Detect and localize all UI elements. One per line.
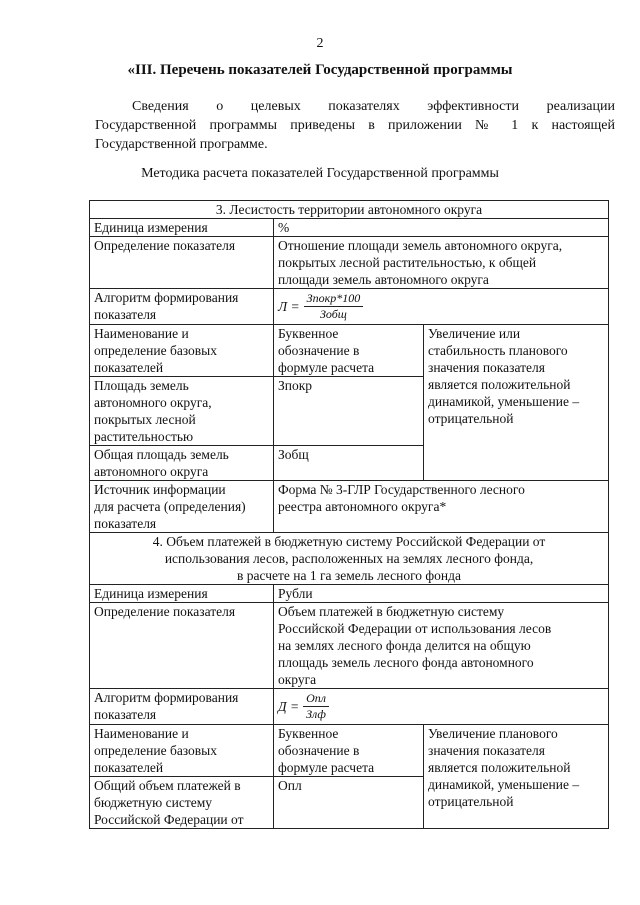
- text-line: Буквенное: [278, 726, 339, 741]
- text-line: бюджетную систему: [94, 795, 213, 810]
- text-line: Алгоритм формирования: [94, 690, 239, 705]
- section-heading: «III. Перечень показателей Государственной программы: [127, 62, 513, 78]
- base-indicator-name: [90, 777, 274, 829]
- text-line: в расчете на 1 га земель лесного фонда: [237, 568, 461, 583]
- text-line: Наименование и: [94, 726, 189, 741]
- intro-paragraph: [95, 97, 615, 154]
- base-indicator-symbol: Зобщ: [274, 446, 424, 481]
- text-line: динамикой, уменьшение –: [428, 777, 580, 792]
- text-line: является положительной: [428, 377, 571, 392]
- text-line: Площадь земель: [94, 378, 189, 393]
- text-line: формуле расчета: [278, 760, 375, 775]
- text-line: округа: [278, 672, 317, 687]
- text-line: использования лесов, расположенных на землях лесного фонда,: [164, 551, 534, 566]
- definition-text: [274, 237, 609, 289]
- text-line: обозначение в: [278, 343, 360, 358]
- letter-designation-label: [274, 325, 424, 377]
- formula-denominator: Злф: [306, 707, 326, 721]
- formula-cell: [274, 289, 609, 325]
- formula: [278, 689, 604, 724]
- base-indicator-symbol: Зпокр: [274, 377, 424, 446]
- text-line: покрытых лесной растительностью, к общей: [278, 255, 537, 270]
- text-line: Российской Федерации от использования лесов: [278, 621, 552, 636]
- base-indicators-label: [90, 325, 274, 377]
- text-line: показателей: [94, 760, 164, 775]
- intro-line-3: Государственной программе.: [95, 137, 268, 152]
- indicator-3-title: 3. Лесистость территории автономного округа: [90, 201, 609, 219]
- text-line: Объем платежей в бюджетную систему: [278, 604, 505, 619]
- indicator-4-title: [90, 533, 609, 585]
- text-line: стабильность планового: [428, 343, 568, 358]
- text-line: на землях лесного фонда делится на общую: [278, 638, 531, 653]
- unit-value: Рубли: [274, 585, 609, 603]
- base-indicator-name: [90, 446, 274, 481]
- text-line: обозначение в: [278, 743, 360, 758]
- formula-lhs: Л =: [278, 299, 300, 314]
- formula-numerator: Зпокр*100: [304, 291, 364, 307]
- table-row: [90, 201, 609, 219]
- text-line: реестра автономного округа*: [278, 499, 447, 514]
- table-row: [90, 689, 609, 725]
- text-line: определение базовых: [94, 743, 218, 758]
- text-line: значения показателя: [428, 360, 545, 375]
- text-line: Увеличение планового: [428, 726, 558, 741]
- definition-label: Определение показателя: [90, 237, 274, 289]
- formula-lhs: Д =: [278, 699, 300, 714]
- table-row: [90, 289, 609, 325]
- formula-fraction: [304, 291, 364, 322]
- formula-denominator: Зобщ: [319, 307, 347, 321]
- unit-label: Единица измерения: [90, 585, 274, 603]
- text-line: значения показателя: [428, 743, 545, 758]
- text-line: Источник информации: [94, 482, 226, 497]
- text-line: автономного округа: [94, 464, 209, 479]
- algorithm-label: [90, 289, 274, 325]
- text-line: автономного округа,: [94, 395, 212, 410]
- source-label: [90, 481, 274, 533]
- formula: [278, 289, 604, 324]
- text-line: отрицательной: [428, 794, 514, 809]
- text-line: отрицательной: [428, 411, 514, 426]
- definition-label: Определение показателя: [90, 603, 274, 689]
- formula-fraction: [303, 691, 329, 722]
- unit-value: %: [274, 219, 609, 237]
- indicators-table: [89, 200, 609, 829]
- letter-designation-label: [274, 725, 424, 777]
- text-line: Буквенное: [278, 326, 339, 341]
- text-line: показателя: [94, 307, 157, 322]
- table-row: [90, 219, 609, 237]
- intro-line-2: Государственной программы приведены в приложении № 1 к настоящей: [95, 118, 615, 133]
- text-line: растительностью: [94, 429, 194, 444]
- table-row: [90, 533, 609, 585]
- text-line: показателей: [94, 360, 164, 375]
- page-number: 2: [316, 36, 324, 51]
- text-line: является положительной: [428, 760, 571, 775]
- table-row: [90, 603, 609, 689]
- text-line: Отношение площади земель автономного округа,: [278, 238, 563, 253]
- table-row: [90, 237, 609, 289]
- text-line: Наименование и: [94, 326, 189, 341]
- formula-numerator: Опл: [303, 691, 329, 707]
- definition-text: [274, 603, 609, 689]
- formula-cell: [274, 689, 609, 725]
- text-line: Увеличение или: [428, 326, 521, 341]
- text-line: Алгоритм формирования: [94, 290, 239, 305]
- base-indicator-name: [90, 377, 274, 446]
- trend-note: [424, 325, 609, 481]
- table-row: [90, 481, 609, 533]
- methodology-subtitle: Методика расчета показателей Государственной программы: [141, 166, 499, 181]
- text-line: площадь земель лесного фонда автономного: [278, 655, 534, 670]
- text-line: формуле расчета: [278, 360, 375, 375]
- text-line: для расчета (определения): [94, 499, 246, 514]
- text-line: динамикой, уменьшение –: [428, 394, 580, 409]
- table-row: [90, 725, 609, 777]
- intro-line-1: Сведения о целевых показателях эффективности реализации: [132, 99, 615, 114]
- text-line: определение базовых: [94, 343, 218, 358]
- unit-label: Единица измерения: [90, 219, 274, 237]
- base-indicators-label: [90, 725, 274, 777]
- text-line: покрытых лесной: [94, 412, 196, 427]
- text-line: 4. Объем платежей в бюджетную систему Российской Федерации от: [152, 534, 546, 549]
- base-indicator-symbol: Опл: [274, 777, 424, 829]
- text-line: Форма № 3-ГЛР Государственного лесного: [278, 482, 525, 497]
- text-line: Российской Федерации от: [94, 812, 244, 827]
- text-line: Общая площадь земель: [94, 447, 229, 462]
- table-row: [90, 325, 609, 377]
- algorithm-label: [90, 689, 274, 725]
- table-row: [90, 585, 609, 603]
- text-line: площади земель автономного округа: [278, 272, 489, 287]
- source-text: [274, 481, 609, 533]
- text-line: показателя: [94, 516, 157, 531]
- trend-note: [424, 725, 609, 829]
- text-line: показателя: [94, 707, 157, 722]
- text-line: Общий объем платежей в: [94, 778, 241, 793]
